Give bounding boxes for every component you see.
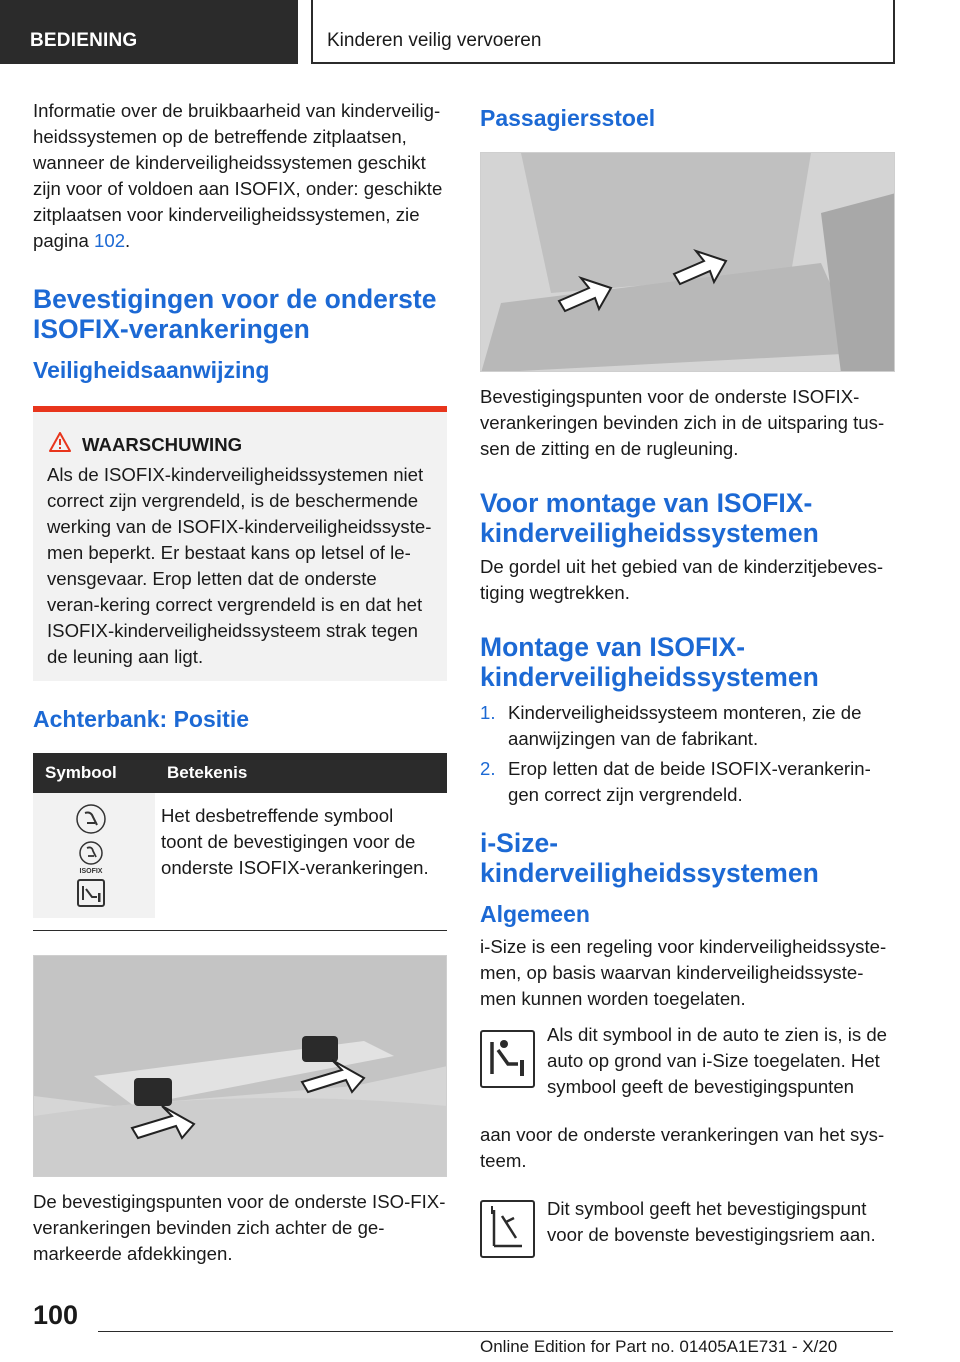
isofix-label: ISOFIX [79, 868, 103, 875]
warning-text: Als de ISOFIX-kinderveiligheidssystemen niet correct zijn vergrendeld, is de beschermende werking van de ISOFIX-kinderveiligheidssyste-men beperkt. Er bestaat kans op letsel of le-vensgevaar. Erop letten dat de onderste veran-kering correct vergrendeld is en dat het ISOFIX-kinderveiligheidssysteem strak tegen de leuning aan ligt. [47, 464, 432, 667]
passenger-seat-photo [480, 152, 895, 372]
chapter-title: Kinderen veilig vervoeren [327, 30, 542, 51]
section-title: BEDIENING [30, 30, 138, 51]
passenger-caption: Bevestigingspunten voor de onderste ISOFIX-verankeringen bevinden zich in de uitsparing tus-sen de zitting en de rugleuning. [480, 386, 885, 459]
symbol-cell [33, 793, 155, 918]
algemeen-text: i-Size is een regeling voor kinderveiligheidssyste-men, op basis waarvan kinderveiligheidssyste-men kunnen worden toegelaten. [480, 936, 887, 1009]
heading-algemeen: Algemeen [480, 901, 590, 927]
heading-passagiersstoel: Passagiersstoel [480, 105, 656, 131]
intro-text: Informatie over de bruikbaarheid van kinderveilig-heidssystemen op de betreffende zitplaatsen, wanneer de kinderveiligheidssystemen geschikt zijn voor of voldoen aan ISOFIX, onder: geschikte zitplaatsen voor kinderveiligheidssystemen, zie pagina [33, 100, 443, 251]
table-row [33, 793, 447, 918]
step-text: Kinderveiligheidssysteem monteren, zie de aanwijzingen van de fabrikant. [508, 702, 862, 749]
montage-steps [480, 700, 895, 808]
heading-isize: i-Size-kinderveiligheidssystemen [480, 828, 819, 888]
list-item [480, 756, 895, 808]
isize-symbol-text-cont: aan voor de onderste verankeringen van het sys-teem. [480, 1124, 885, 1171]
col-header-meaning: Betekenis [155, 753, 447, 793]
heading-montage: Montage van ISOFIX-kinderveiligheidssystemen [480, 632, 819, 692]
heading-veiligheidsaanwijzing: Veiligheidsaanwijzing [33, 357, 270, 383]
voor-montage-text: De gordel uit het gebied van de kinderzitjebeves-tiging wegtrekken. [480, 556, 884, 603]
table-bottom-rule [33, 930, 447, 931]
footer-edition: Online Edition for Part no. 01405A1E731 - X/20 [480, 1337, 838, 1356]
isofix-symbols-icon [33, 801, 149, 911]
chapter-tab [311, 0, 895, 64]
left-column [33, 98, 447, 1267]
warning-triangle-icon [49, 432, 71, 452]
table-header-row [33, 753, 447, 793]
tether-symbol-text: Dit symbool geeft het bevestigingspunt voor de bovenste bevestigingsriem aan. [547, 1198, 876, 1245]
heading-bevestigingen: Bevestigingen voor de onderste ISOFIX-verankeringen [33, 284, 437, 344]
meaning-cell: Het desbetreffende symbool toont de bevestigingen voor de onderste ISOFIX-verankeringen. [161, 805, 429, 878]
warning-box [33, 406, 447, 681]
rear-seat-illustration [34, 956, 447, 1177]
warning-title-row [47, 432, 433, 458]
isize-symbol-block [480, 1022, 895, 1122]
heading-voor-montage: Voor montage van ISOFIX-kinderveiligheidssystemen [480, 488, 819, 548]
list-item [480, 700, 895, 752]
warning-title: WAARSCHUWING [82, 434, 243, 455]
intro-end: . [125, 230, 131, 251]
tether-symbol-block [480, 1196, 895, 1266]
isize-symbol-text: Als dit symbool in de auto te zien is, is de auto op grond van i-Size toegelaten. Het symbool geeft de bevestigingspunten [547, 1024, 888, 1097]
heading-achterbank: Achterbank: Positie [33, 706, 249, 732]
page-reference-link[interactable]: 102 [94, 230, 126, 251]
col-header-symbol: Symbool [33, 753, 155, 793]
step-text: Erop letten dat de beide ISOFIX-verankerin-gen correct zijn vergrendeld. [508, 758, 871, 805]
footer-rule [98, 1331, 893, 1332]
isize-icon [480, 1030, 535, 1088]
rear-seat-caption: De bevestigingspunten voor de onderste ISO-FIX-verankeringen bevinden zich achter de ge-markeerde afdekkingen. [33, 1191, 446, 1264]
section-tab [0, 0, 298, 64]
step-number: 1. [480, 702, 496, 723]
page-number: 100 [33, 1300, 79, 1330]
rear-seat-photo [33, 955, 447, 1177]
step-number: 2. [480, 758, 496, 779]
right-column [480, 98, 895, 1266]
top-tether-icon [480, 1200, 535, 1258]
intro-paragraph [33, 98, 447, 260]
symbol-table [33, 753, 447, 918]
passenger-seat-illustration [481, 153, 895, 372]
